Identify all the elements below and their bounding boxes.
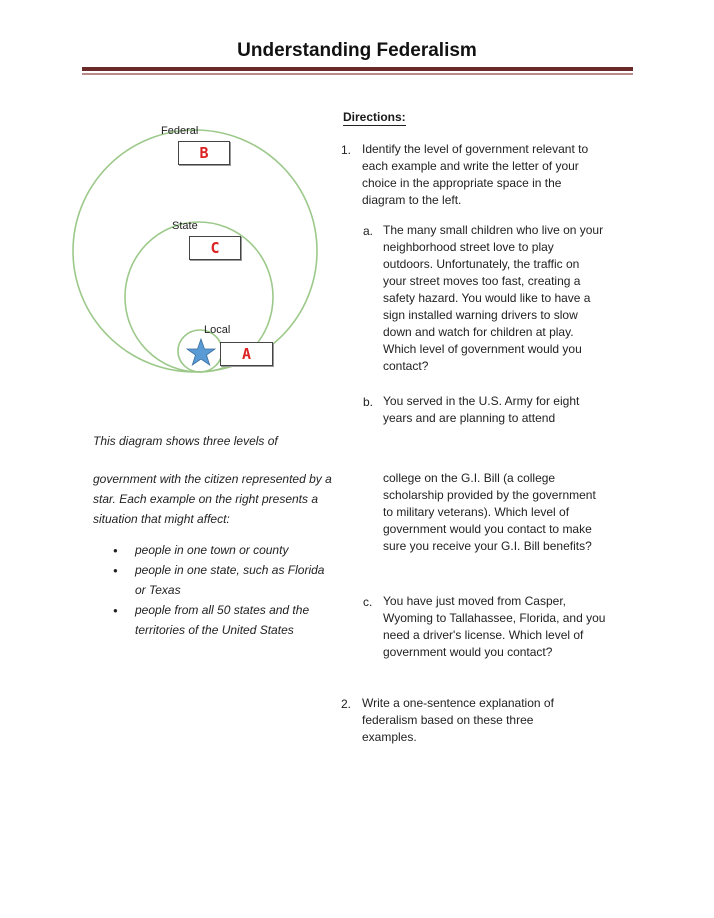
item-1a-text: The many small children who live on your neighborhood street love to play outdoors. Unfortunately, the traffic on your street moves too fast, creating a safety hazard. You would like to have a sign installed warning drivers to slow down and watch for children at play. Which level of government would you contact? <box>383 223 604 373</box>
state-answer-box[interactable]: C <box>189 236 241 260</box>
state-label: State <box>172 220 198 232</box>
item-1c-text: You have just moved from Casper, Wyoming to Tallahassee, Florida, and you need a driver's license. Which level of government would you contact? <box>383 594 606 659</box>
star-icon <box>187 339 215 365</box>
title-rule-thin <box>82 73 633 75</box>
diagram-caption-text: government with the citizen represented by a star. Each example on the right presents a situation that might affect: <box>93 472 332 526</box>
item-1a-letter: a. <box>363 224 374 238</box>
page-title: Understanding Federalism <box>237 40 477 61</box>
diagram-caption-line1: This diagram shows three levels of <box>93 434 278 448</box>
federalism-diagram <box>70 118 330 380</box>
affected-groups-list <box>113 540 333 640</box>
item-1b-letter: b. <box>363 395 374 409</box>
local-answer-box[interactable]: A <box>220 342 273 366</box>
item-1-number: 1. <box>341 143 352 157</box>
directions-heading: Directions: <box>343 110 406 124</box>
federal-label: Federal <box>161 125 199 137</box>
item-1b-text-part1: You served in the U.S. Army for eight years and are planning to attend <box>383 394 580 425</box>
item-2-text: Write a one-sentence explanation of federalism based on these three examples. <box>362 696 554 744</box>
item-1-text: Identify the level of government relevant to each example and write the letter of your choice in the appropriate space in the diagram to the left. <box>362 142 589 207</box>
list-item: ● people from all 50 states and the territories of the United States <box>113 600 333 640</box>
item-2-number: 2. <box>341 697 352 711</box>
item-1c-letter: c. <box>363 595 373 609</box>
list-item: ● people in one state, such as Florida or Texas <box>113 560 333 600</box>
local-label: Local <box>204 324 231 336</box>
title-rule <box>82 67 633 71</box>
list-item: ● people in one town or county <box>113 540 333 560</box>
federal-answer-box[interactable]: B <box>178 141 230 165</box>
item-1b-text-part2: college on the G.I. Bill (a college scholarship provided by the government to military veterans). Which level of government would you contact to make sure you receive your G.I. Bill benefits? <box>383 471 596 553</box>
